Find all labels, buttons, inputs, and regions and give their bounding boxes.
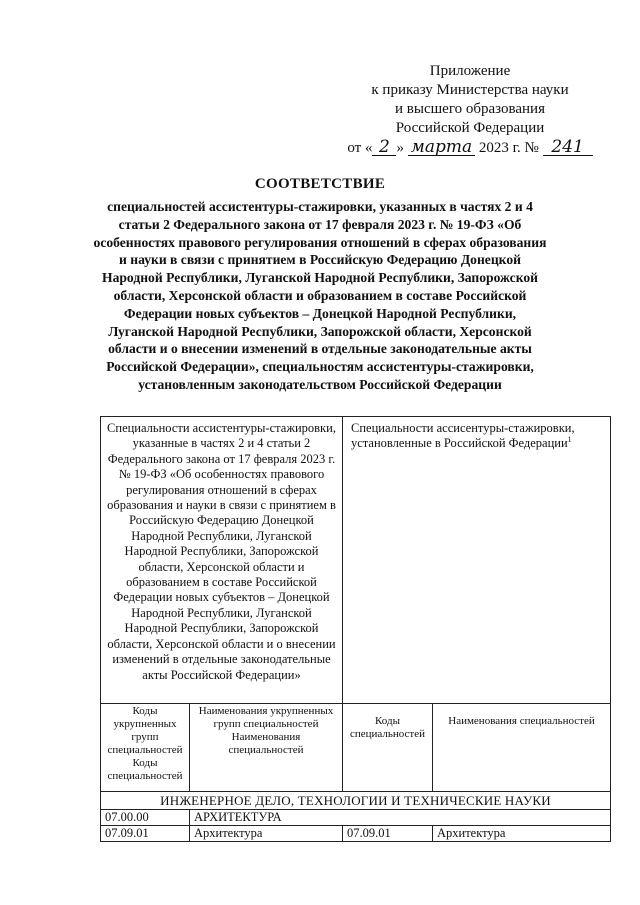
order-date-line [330, 139, 610, 158]
row-name-right: Архитектура [433, 826, 611, 842]
section-title: ИНЖЕНЕРНОЕ ДЕЛО, ТЕХНОЛОГИИ И ТЕХНИЧЕСКИЕ НАУКИ [101, 792, 611, 810]
appendix-country: Российской Федерации [395, 120, 545, 136]
document-title: СООТВЕТСТВИЕ [254, 176, 386, 192]
footnote-marker: 1 [567, 435, 572, 445]
appendix-order-ref: к приказу Министерства науки [371, 82, 569, 98]
appendix-block [330, 62, 610, 158]
col-header-group-names: Наименования укрупненных групп специальностей Наименования специальностей [190, 704, 343, 792]
section-row [101, 792, 611, 810]
col-header-group-codes: Коды укрупненных групп специальностей Коды специальностей [101, 704, 190, 792]
row-code-left: 07.09.01 [101, 826, 190, 842]
order-prefix: от « [347, 140, 373, 156]
appendix-label: Приложение [429, 63, 511, 79]
correspondence-table [100, 416, 611, 842]
row-name-left: Архитектура [190, 826, 343, 842]
row-group-code: 07.00.00 [101, 810, 190, 826]
order-number: 241 [543, 139, 593, 156]
table-row [101, 826, 611, 842]
appendix-ministry: и высшего образования [395, 101, 545, 117]
order-month: марта [408, 139, 475, 156]
right-group-header [343, 417, 611, 704]
order-mid: » [396, 140, 404, 156]
right-group-header-text: Специальности ассисентуры-стажировки, установленные в Российской Федерации [351, 421, 575, 451]
order-day: 2 [372, 139, 396, 156]
column-header-row [101, 704, 611, 792]
row-code-right: 07.09.01 [343, 826, 433, 842]
document-subtitle: специальностей ассистентуры-стажировки, указанных в частях 2 и 4 статьи 2 Федерального закона от 17 февраля 2023 г. № 19-ФЗ «Об особенностях правового регулирования отношений в сферах образования и науки в связи с принятием в Российскую Федерацию Донецкой Народной Республики, Луганской Народной Республики, Запорожской области, Херсонской области и образованием в составе Российской Федерации новых субъектов – Донецкой Народной Республики, Луганской Народной Республики, Запорожской области, Херсонской области и о внесении изменений в отдельные законодательные акты Российской Федерации», специальностям ассистентуры-стажировки, установленным законодательством Российской Федерации [93, 199, 547, 392]
left-group-header: Специальности ассистентуры-стажировки, указанные в частях 2 и 4 статьи 2 Федерального закона от 17 февраля 2023 г. № 19-ФЗ «Об особенностях правового регулирования отношений в сферах образования и науки в связи с принятием в Российскую Федерацию Донецкой Народной Республики, Луганской Народной Республики, Запорожской области, Херсонской области и образованием в составе Российской Федерации новых субъектов – Донецкой Народной Республики, Луганской Народной Республики, Запорожской области, Херсонской области и о внесении изменений в отдельные законодательные акты Российской Федерации» [101, 417, 343, 704]
col-header-names: Наименования специальностей [433, 704, 611, 792]
row-group-name: АРХИТЕКТУРА [190, 810, 611, 826]
table-row [101, 810, 611, 826]
group-header-row [101, 417, 611, 704]
order-year: 2023 г. № [478, 140, 539, 156]
col-header-codes: Коды специальностей [343, 704, 433, 792]
